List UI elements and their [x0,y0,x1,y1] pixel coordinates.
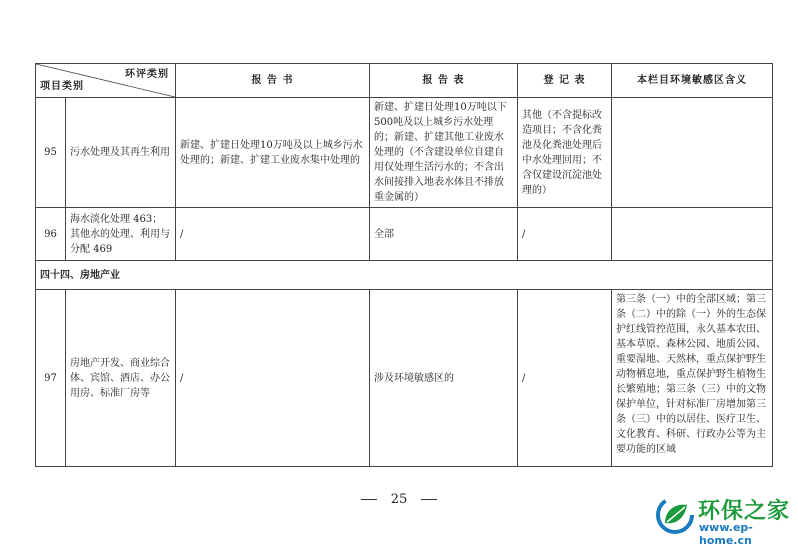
table-row [36,98,773,208]
row-number: 97 [36,290,66,467]
row-number: 96 [36,208,66,261]
report-book-cell: / [176,290,370,467]
report-table-cell: 新建、扩建日处理10万吨以下500吨及以上城乡污水处理的；新建、扩建其他工业废水处理的（不含建设单位自建自用仅处理生活污水的；不含出水间接排入地表水体且不排放重金属的） [370,98,518,208]
table-row [36,208,773,261]
header-report-book: 报 告 书 [176,64,370,98]
section-title: 四十四、房地产业 [36,261,773,290]
watermark-logo [655,493,795,547]
report-book-cell: 新建、扩建日处理10万吨及以上城乡污水处理的；新建、扩建工业废水集中处理的 [176,98,370,208]
table-row [36,290,773,467]
regulation-table [35,63,773,467]
leaf-logo-icon [655,495,695,535]
section-row [36,261,773,290]
report-book-cell: / [176,208,370,261]
footer-dash-left [361,499,377,500]
sensitive-area-cell [612,208,773,261]
header-register: 登 记 表 [518,64,612,98]
project-category: 污水处理及其再生利用 [66,98,176,208]
report-table-cell: 涉及环境敏感区的 [370,290,518,467]
register-cell: / [518,290,612,467]
page-number: 25 [390,492,408,507]
register-cell: 其他（不含提标改造项目；不含化粪池及化粪池处理后中水处理回用；不含仅建设沉淀池处理的） [518,98,612,208]
header-sensitive-area: 本栏目环境敏感区含义 [612,64,773,98]
header-project-category: 项目类别 [40,81,84,92]
logo-url: www.ep-home.cn [699,521,753,547]
sensitive-area-cell: 第三条（一）中的全部区域；第三条（二）中的除（一）外的生态保护红线管控范围，永久基本农田、基本草原、森林公园、地质公园、重要湿地、天然林，重点保护野生动物栖息地，重点保护野生植物生长繁殖地；第三条（三）中的文物保护单位，针对标准厂房增加第三条（三）中的以居住、医疗卫生、文化教育、科研、行政办公等为主要功能的区域 [612,290,773,467]
row-number: 95 [36,98,66,208]
project-category: 房地产开发、商业综合体、宾馆、酒店、办公用房、标准厂房等 [66,290,176,467]
footer-dash-right [421,499,437,500]
diagonal-header-cell [36,64,176,98]
report-table-cell: 全部 [370,208,518,261]
table-header-row [36,64,773,98]
logo-name: 环保之家 [698,499,791,524]
header-report-table: 报 告 表 [370,64,518,98]
header-category-type: 环评类别 [125,69,169,80]
register-cell: / [518,208,612,261]
sensitive-area-cell [612,98,773,208]
project-category: 海水淡化处理 463；其他水的处理、利用与分配 469 [66,208,176,261]
